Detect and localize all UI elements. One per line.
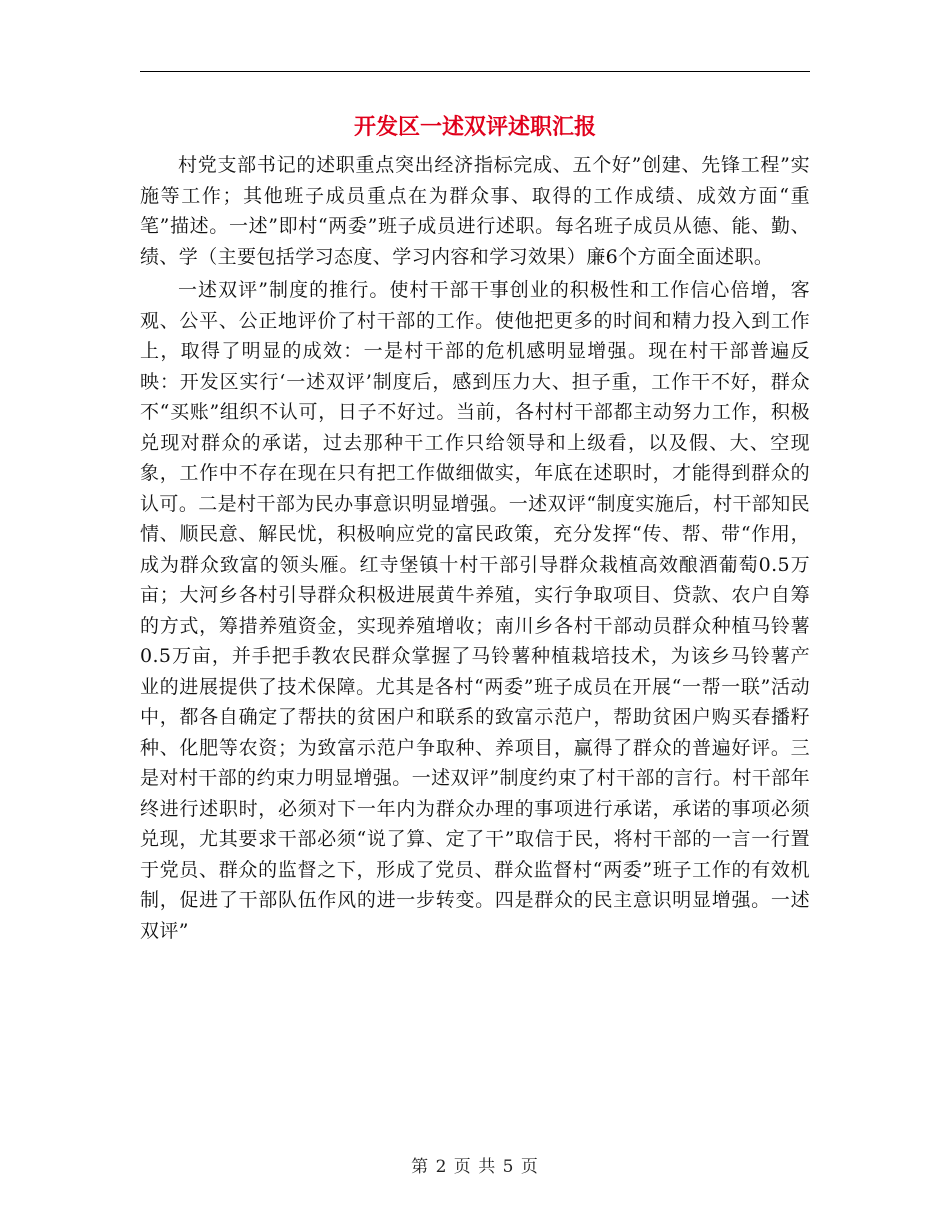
body-paragraph-1: 村党支部书记的述职重点突出经济指标完成、五个好”创建、先锋工程”实施等工作；其他班子成员重点在为群众事、取得的工作成绩、成效方面“重笔”描述。一述”即村“两委”班子成员进行述职。每名班子成员从德、能、勤、绩、学（主要包括学习态度、学习内容和学习效果）廉6个方面全面述职。 bbox=[140, 154, 810, 268]
header-rule bbox=[140, 71, 810, 72]
document-title: 开发区一述双评述职汇报 bbox=[353, 114, 596, 140]
document-body bbox=[140, 150, 810, 946]
page-number-footer: 第 2 页 共 5 页 bbox=[411, 1157, 539, 1177]
body-paragraph-2: 一述双评”制度的推行。使村干部干事创业的积极性和工作信心倍增，客观、公平、公正地评价了村干部的工作。使他把更多的时间和精力投入到工作上，取得了明显的成效：一是村干部的危机感明显增强。现在村干部普遍反映：开发区实行‘一述双评’制度后，感到压力大、担子重，工作干不好，群众不“买账”组织不认可，日子不好过。当前，各村村干部都主动努力工作，积极兑现对群众的承诺，过去那种干工作只给领导和上级看，以及假、大、空现象，工作中不存在现在只有把工作做细做实，年底在述职时，才能得到群众的认可。二是村干部为民办事意识明显增强。一述双评“制度实施后，村干部知民情、顺民意、解民忧，积极响应党的富民政策，充分发挥“传、帮、带“作用，成为群众致富的领头雁。红寺堡镇十村干部引导群众栽植高效酿酒葡萄0.5万亩；大河乡各村引导群众积极进展黄牛养殖，实行争取项目、贷款、农户自筹的方式，筹措养殖资金，实现养殖增收；南川乡各村干部动员群众种植马铃薯0.5万亩，并手把手教农民群众掌握了马铃薯种植栽培技术，为该乡马铃薯产业的进展提供了技术保障。尤其是各村“两委”班子成员在开展“一帮一联”活动中，都各自确定了帮扶的贫困户和联系的致富示范户，帮助贫困户购买春播籽种、化肥等农资；为致富示范户争取种、养项目，赢得了群众的普遍好评。三是对村干部的约束力明显增强。一述双评”制度约束了村干部的言行。村干部年终进行述职时，必须对下一年内为群众办理的事项进行承诺，承诺的事项必须兑现，尤其要求干部必须“说了算、定了干”取信于民，将村干部的一言一行置于党员、群众的监督之下，形成了党员、群众监督村“两委”班子工作的有效机制，促进了干部队伍作风的进一步转变。四是群众的民主意识明显增强。一述双评” bbox=[140, 279, 810, 942]
